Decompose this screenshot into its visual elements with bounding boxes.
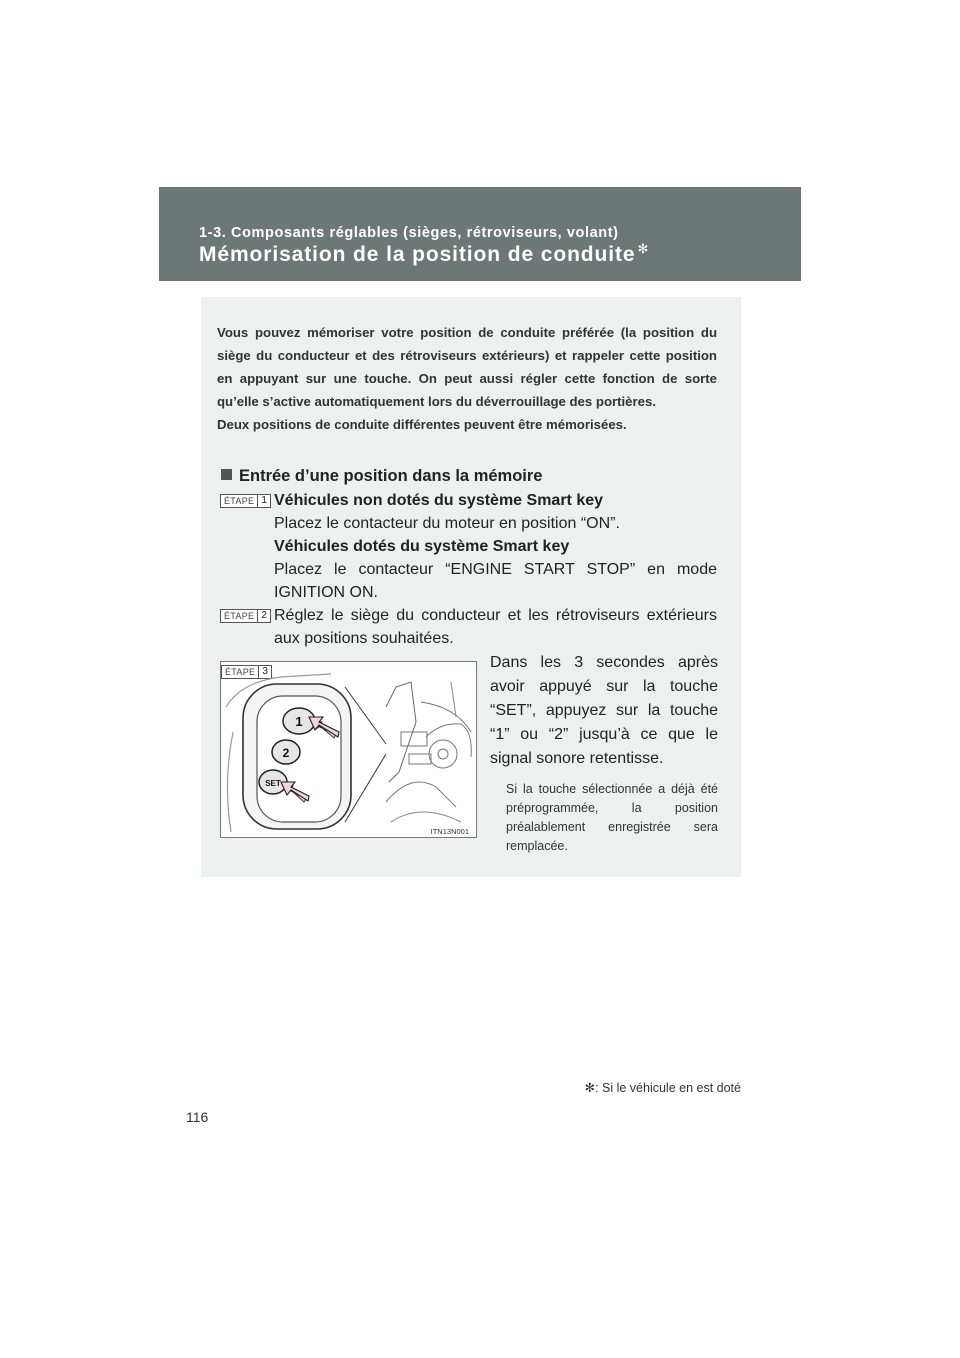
- step-1-sub1-title: Véhicules non dotés du système Smart key: [274, 492, 604, 509]
- step-1-sub2-text: Placez le contacteur “ENGINE START STOP” en mode IGNITION ON.: [274, 561, 717, 601]
- step-1-text: [274, 489, 717, 604]
- door-panel-illustration: [221, 662, 476, 837]
- step-1-badge: [220, 494, 271, 508]
- asterisk-icon: ✻: [584, 1081, 596, 1095]
- button-2-label: 2: [282, 746, 290, 760]
- step-2-body: Réglez le siège du conducteur et les rétroviseurs extérieurs aux positions souhaitées.: [274, 607, 717, 647]
- intro-paragraph-1: Vous pouvez mémoriser votre position de conduite préférée (la position du siège du conducteur et des rétroviseurs extérieurs) et rappeler cette position en appuyant sur une touche. On peut aussi régler cette fonction de sorte qu’elle s’active automatiquement lors du déverrouillage des portières.: [217, 325, 717, 409]
- button-1-label: 1: [295, 714, 303, 729]
- step-3-text: Dans les 3 secondes après avoir appuyé sur la touche “SET”, appuyez sur la touche “1” ou “2” jusqu’à ce que le signal sonore retentisse.: [490, 654, 718, 767]
- step-3-note: Si la touche sélectionnée a déjà été préprogrammée, la position préalablement enregistrée sera remplacée.: [506, 782, 718, 853]
- intro-text: [217, 321, 717, 436]
- asterisk-icon: ✻: [637, 241, 650, 256]
- step-2-badge: [220, 609, 271, 623]
- footnote-text: : Si le véhicule en est doté: [595, 1081, 741, 1095]
- memory-button-1: [283, 708, 315, 734]
- page-title-text: Mémorisation de la position de conduite: [199, 243, 636, 266]
- button-set-label: SET: [265, 779, 281, 788]
- page-number: 116: [186, 1109, 209, 1125]
- step-badge-number: 2: [258, 609, 271, 623]
- step-2-text: [274, 604, 717, 650]
- section-heading: [221, 467, 542, 486]
- step-1-sub1-text: Placez le contacteur du moteur en position “ON”.: [274, 515, 620, 532]
- memory-buttons-figure: [220, 661, 477, 838]
- step-badge-number: 1: [258, 494, 271, 508]
- intro-paragraph-2: Deux positions de conduite différentes peuvent être mémorisées.: [217, 417, 627, 432]
- page-title: [199, 243, 649, 267]
- square-bullet-icon: [221, 469, 232, 480]
- content-panel: [201, 297, 741, 877]
- memory-button-2: [272, 740, 300, 764]
- section-title: 1-3. Composants réglables (sièges, rétroviseurs, volant): [199, 225, 619, 241]
- step-badge-number: 3: [259, 665, 272, 679]
- figure-code: ITN13N001: [430, 827, 469, 836]
- chapter-header: [159, 187, 801, 281]
- step-badge-label: ÉTAPE: [220, 494, 258, 508]
- step-badge-label: ÉTAPE: [220, 609, 258, 623]
- footnote: [585, 1080, 741, 1095]
- step-1-sub2-title: Véhicules dotés du système Smart key: [274, 538, 570, 555]
- section-heading-text: Entrée d’une position dans la mémoire: [239, 467, 543, 485]
- step-badge-label: ÉTAPE: [221, 665, 259, 679]
